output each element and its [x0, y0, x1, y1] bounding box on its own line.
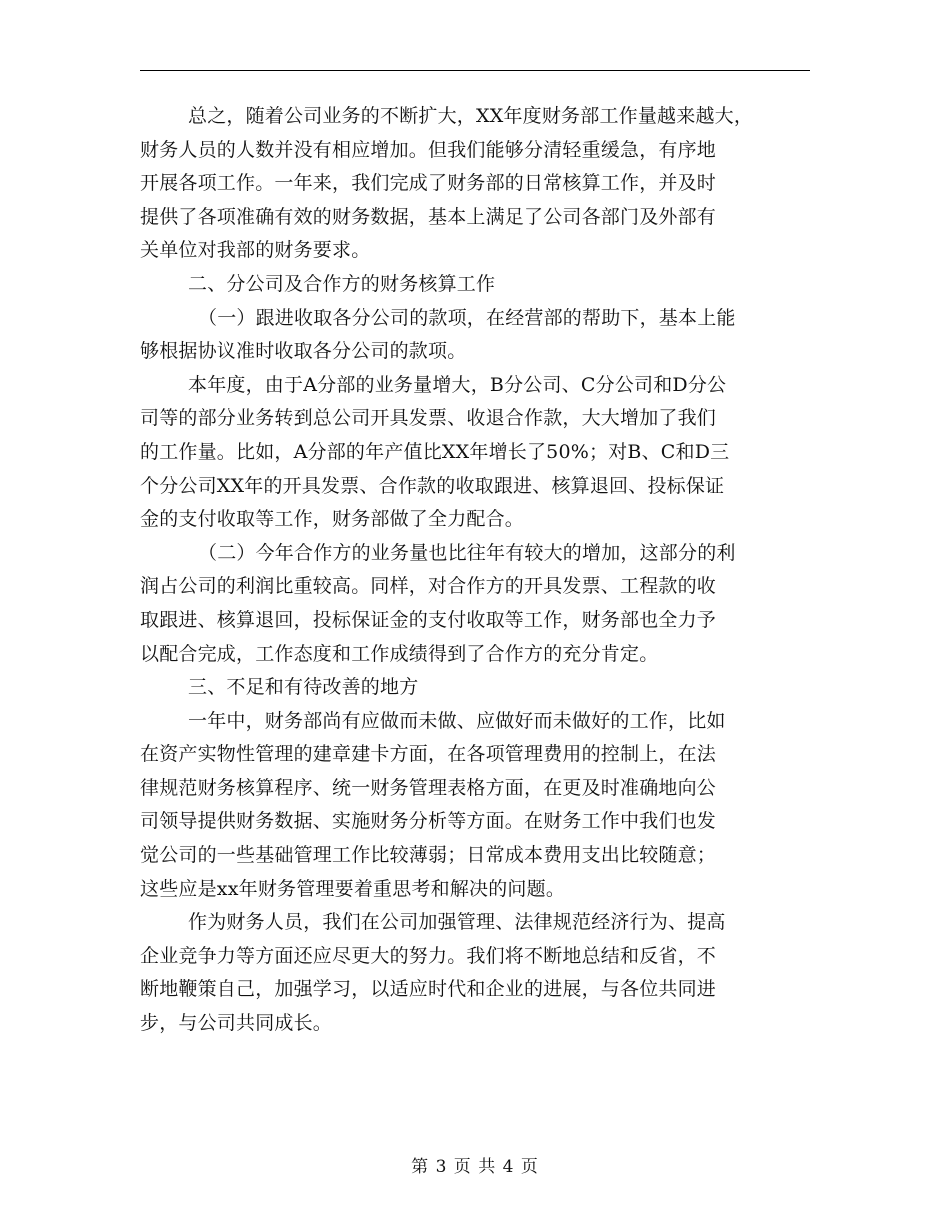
paragraph-line: 断地鞭策自己，加强学习，以适应时代和企业的进展，与各位共同进	[140, 978, 717, 1001]
paragraph-line: 总之，随着公司业务的不断扩大，XX年度财务部工作量越来越大，	[188, 105, 754, 127]
paragraph-line: 一年中，财务部尚有应做而未做、应做好而未做好的工作，比如	[188, 709, 726, 732]
paragraph-line: 司领导提供财务数据、实施财务分析等方面。在财务工作中我们也发	[140, 810, 717, 833]
paragraph-line: 以配合完成，工作态度和工作成绩得到了合作方的充分肯定。	[140, 642, 659, 665]
paragraph-line: 财务人员的人数并没有相应增加。但我们能够分清轻重缓急，有序地	[140, 138, 717, 161]
paragraph-line: 个分公司XX年的开具发票、合作款的收取跟进、核算退回、投标保证	[140, 474, 725, 497]
paragraph-line: （一）跟进收取各分公司的款项，在经营部的帮助下，基本上能	[198, 306, 736, 329]
paragraph-line: 够根据协议准时收取各分公司的款项。	[140, 340, 467, 363]
header-rule	[140, 70, 810, 71]
paragraph-line: 这些应是xx年财务管理要着重思考和解决的问题。	[140, 877, 566, 900]
paragraph-line: 司等的部分业务转到总公司开具发票、收退合作款，大大增加了我们	[140, 407, 717, 430]
section-heading: 三、不足和有待改善的地方	[188, 676, 419, 699]
paragraph-line: 提供了各项准确有效的财务数据，基本上满足了公司各部门及外部有	[140, 205, 717, 228]
section-heading: 二、分公司及合作方的财务核算工作	[188, 272, 496, 295]
paragraph-line: 觉公司的一些基础管理工作比较薄弱；日常成本费用支出比较随意；	[140, 844, 717, 867]
paragraph-line: 步，与公司共同成长。	[140, 1012, 333, 1035]
paragraph-line: 的工作量。比如，A分部的年产值比XX年增长了50%；对B、C和D三	[140, 440, 730, 463]
paragraph-line: （二）今年合作方的业务量也比往年有较大的增加，这部分的利	[198, 541, 736, 564]
page-number-footer: 第 3 页 共 4 页	[411, 1157, 539, 1177]
paragraph-line: 开展各项工作。一年来，我们完成了财务部的日常核算工作，并及时	[140, 172, 717, 195]
paragraph-line: 本年度，由于A分部的业务量增大，B分公司、C分公司和D分公	[188, 373, 727, 396]
paragraph-line: 在资产实物性管理的建章建卡方面，在各项管理费用的控制上，在法	[140, 743, 717, 766]
paragraph-line: 金的支付收取等工作，财务部做了全力配合。	[140, 508, 525, 531]
paragraph-line: 作为财务人员，我们在公司加强管理、法律规范经济行为、提高	[188, 911, 726, 934]
paragraph-line: 企业竞争力等方面还应尽更大的努力。我们将不断地总结和反省，不	[140, 944, 717, 967]
document-body	[140, 100, 812, 1041]
paragraph-line: 取跟进、核算退回，投标保证金的支付收取等工作，财务部也全力予	[140, 608, 717, 631]
paragraph-line: 润占公司的利润比重较高。同样，对合作方的开具发票、工程款的收	[140, 575, 717, 598]
paragraph-line: 律规范财务核算程序、统一财务管理表格方面，在更及时准确地向公	[140, 776, 717, 799]
paragraph-line: 关单位对我部的财务要求。	[140, 239, 371, 262]
